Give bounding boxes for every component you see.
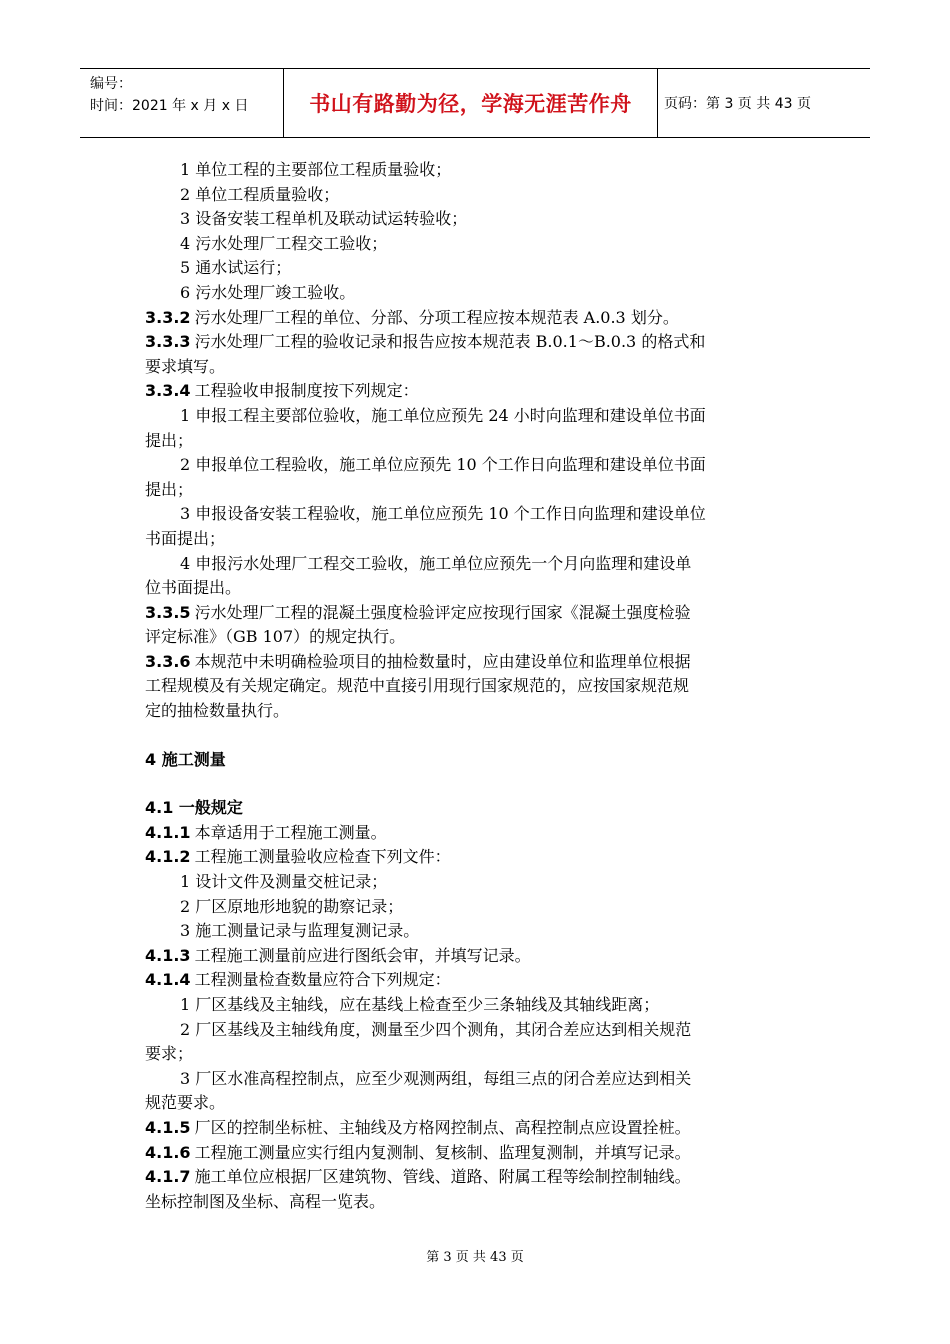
- text-line: [145, 404, 810, 429]
- clause-text: 5 通水试运行；: [180, 258, 292, 278]
- clause-text: 3 设备安装工程单机及联动试运转验收；: [180, 209, 468, 229]
- text-line: [145, 453, 810, 478]
- serial-label: 编号：: [90, 76, 132, 92]
- clause-text: 要求；: [145, 1044, 194, 1064]
- clause-text: 本章适用于工程施工测量。: [194, 822, 387, 842]
- clause-text: 坐标控制图及坐标、高程一览表。: [145, 1191, 386, 1211]
- text-line: [145, 993, 810, 1018]
- clause-text: 1 单位工程的主要部位工程质量验收；: [180, 160, 452, 179]
- clause-text: 本规范中未明确检验项目的抽检数量时，应由建设单位和监理单位根据: [194, 651, 691, 671]
- clause-text: 规范要求。: [145, 1093, 226, 1113]
- clause-number: 4.1.6: [145, 1142, 191, 1162]
- clause-text: 评定标准》（GB 107）的规定执行。: [145, 627, 406, 647]
- clause-text: 施工单位应根据厂区建筑物、管线、道路、附属工程等绘制控制轴线。: [194, 1167, 691, 1187]
- text-line: [145, 1067, 810, 1092]
- text-line: [145, 968, 810, 993]
- text-line: [145, 502, 810, 527]
- clause-text: 6 污水处理厂竣工验收。: [180, 282, 356, 302]
- text-line: [145, 845, 810, 870]
- clause-text: 污水处理厂工程的混凝土强度检验评定应按现行国家《混凝土强度检验: [194, 602, 691, 622]
- text-line: [145, 919, 810, 944]
- text-line: [145, 355, 810, 380]
- clause-text: 书面提出；: [145, 528, 226, 548]
- clause-text: 工程施工测量前应进行图纸会审，并填写记录。: [194, 945, 531, 965]
- clause-number: 3.3.2: [145, 307, 191, 327]
- text-line: [145, 552, 810, 577]
- text-line: [145, 699, 810, 724]
- clause-number: 3.3.5: [145, 602, 191, 622]
- date-label: 时间：2021 年 x 月 x 日: [90, 98, 249, 114]
- clause-text: 2 单位工程质量验收；: [180, 184, 340, 204]
- header-meta: [80, 69, 284, 137]
- header-page-info: 页码：第 3 页 共 43 页: [664, 96, 811, 112]
- text-line: [145, 183, 810, 208]
- clause-number: 4.1.2: [145, 847, 191, 867]
- clause-number: 4.1.3: [145, 945, 191, 965]
- text-line: [145, 330, 810, 355]
- text-line: [145, 1116, 810, 1141]
- clause-number: 3.3.6: [145, 651, 191, 671]
- text-line: [145, 478, 810, 503]
- spacer: [145, 724, 810, 748]
- text-line: [145, 1165, 810, 1190]
- clause-number: 4.1.7: [145, 1167, 191, 1187]
- text-line: [145, 576, 810, 601]
- clause-number: 3.3.3: [145, 332, 191, 352]
- clause-text: 位书面提出。: [145, 578, 242, 598]
- text-line: [145, 1141, 810, 1166]
- text-line: [145, 379, 810, 404]
- clause-text: 3 施工测量记录与监理复测记录。: [180, 921, 420, 941]
- text-line: [145, 1190, 810, 1215]
- clause-number: 4.1.4: [145, 970, 191, 990]
- clause-number: 4.1.1: [145, 822, 191, 842]
- text-line: [145, 527, 810, 552]
- clause-number: 4.1.5: [145, 1117, 191, 1137]
- clause-text: 污水处理厂工程的验收记录和报告应按本规范表 B.0.1～B.0.3 的格式和: [194, 332, 706, 352]
- text-line: [145, 650, 810, 675]
- clause-text: 2 厂区基线及主轴线角度，测量至少四个测角，其闭合差应达到相关规范: [180, 1019, 692, 1039]
- clause-text: 工程施工测量应实行组内复测制、复核制、监理复测制，并填写记录。: [194, 1142, 691, 1162]
- text-line: [145, 625, 810, 650]
- text-line: [145, 232, 810, 257]
- clause-text: 3 厂区水准高程控制点，应至少观测两组，每组三点的闭合差应达到相关: [180, 1068, 692, 1088]
- clause-text: 2 厂区原地形地貌的勘察记录；: [180, 896, 404, 916]
- clause-text: 提出；: [145, 479, 194, 499]
- text-line: [145, 306, 810, 331]
- text-line: [145, 1042, 810, 1067]
- section-heading: 4.1 一般规定: [145, 798, 243, 818]
- text-line: [145, 870, 810, 895]
- text-line: [145, 821, 810, 846]
- section-heading: 4 施工测量: [145, 749, 226, 769]
- clause-text: 3 申报设备安装工程验收，施工单位应预先 10 个工作日向监理和建设单位: [180, 504, 706, 524]
- page-footer: 第 3 页 共 43 页: [426, 1250, 524, 1265]
- text-line: [145, 895, 810, 920]
- text-line: [145, 1091, 810, 1116]
- clause-text: 工程验收申报制度按下列规定：: [194, 381, 419, 401]
- clause-text: 1 申报工程主要部位验收，施工单位应预先 24 小时向监理和建设单位书面: [180, 405, 706, 425]
- clause-text: 定的抽检数量执行。: [145, 701, 290, 721]
- clause-text: 工程测量检查数量应符合下列规定：: [194, 970, 451, 990]
- clause-text: 2 申报单位工程验收，施工单位应预先 10 个工作日向监理和建设单位书面: [180, 455, 706, 475]
- text-line: [145, 674, 810, 699]
- page-header: [80, 68, 870, 138]
- clause-text: 1 设计文件及测量交桩记录；: [180, 872, 388, 892]
- clause-text: 1 厂区基线及主轴线，应在基线上检查至少三条轴线及其轴线距离；: [180, 995, 660, 1014]
- clause-text: 要求填写。: [145, 356, 226, 376]
- clause-text: 污水处理厂工程的单位、分部、分项工程应按本规范表 A.0.3 划分。: [194, 307, 679, 327]
- text-line: [145, 944, 810, 969]
- clause-text: 提出；: [145, 430, 194, 450]
- document-body: [145, 158, 810, 1214]
- clause-text: 4 申报污水处理厂工程交工验收，施工单位应预先一个月向监理和建设单: [180, 553, 692, 573]
- clause-number: 3.3.4: [145, 381, 191, 401]
- text-line: [145, 429, 810, 454]
- spacer: [145, 772, 810, 796]
- clause-text: 厂区的控制坐标桩、主轴线及方格网控制点、高程控制点应设置拴桩。: [194, 1117, 691, 1137]
- text-line: [145, 281, 810, 306]
- clause-text: 工程规模及有关规定确定。规范中直接引用现行国家规范的，应按国家规范规: [145, 676, 690, 696]
- text-line: [145, 256, 810, 281]
- text-line: [145, 158, 810, 183]
- header-motto: 书山有路勤为径，学海无涯苦作舟: [284, 69, 658, 137]
- clause-text: 工程施工测量验收应检查下列文件：: [194, 847, 451, 867]
- clause-text: 4 污水处理厂工程交工验收；: [180, 233, 388, 253]
- text-line: [145, 207, 810, 232]
- text-line: [145, 601, 810, 626]
- text-line: [145, 1018, 810, 1043]
